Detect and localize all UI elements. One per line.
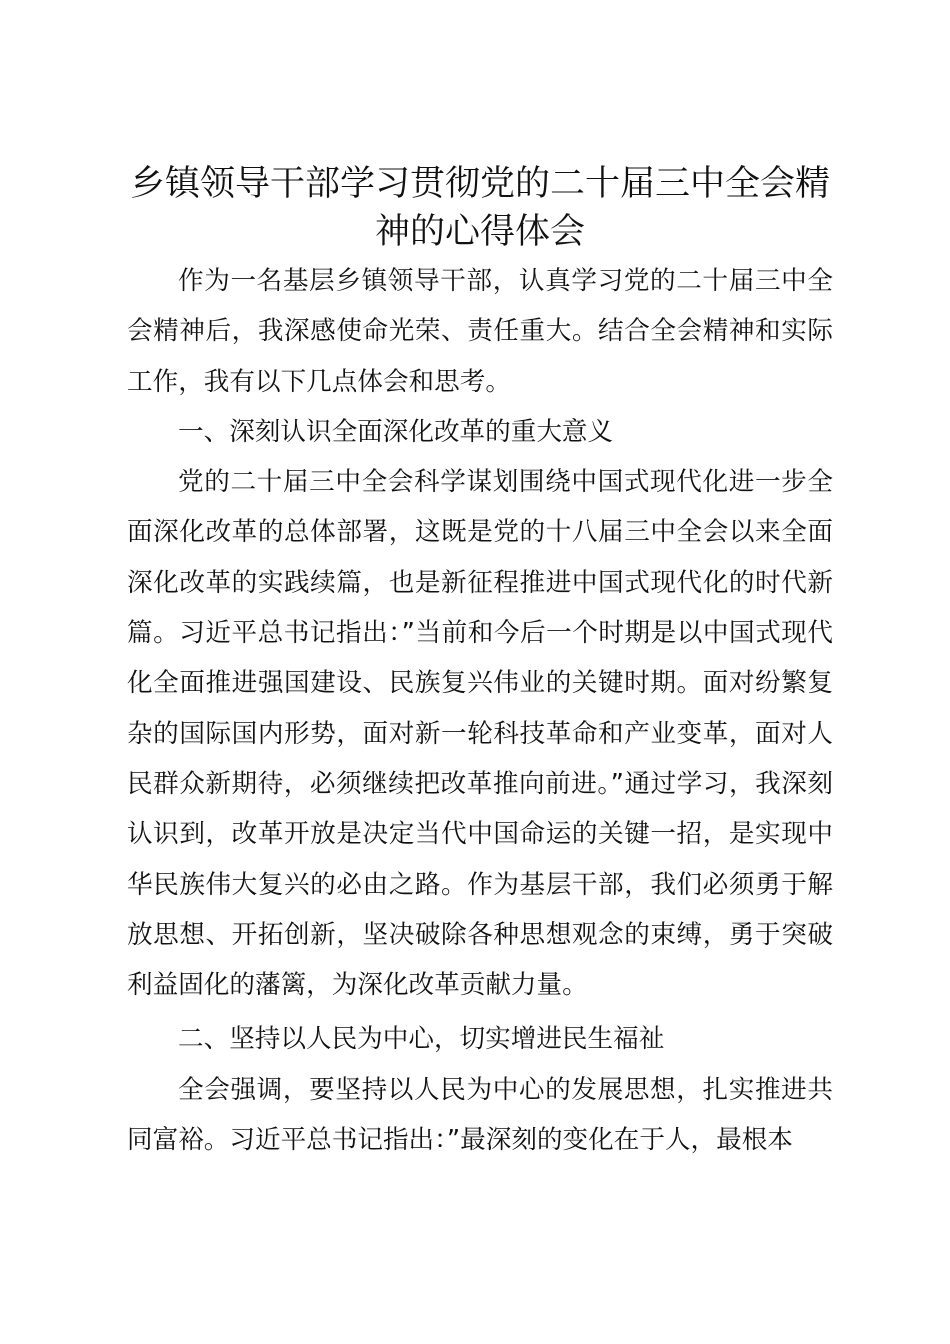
section-1-heading: 一、深刻认识全面深化改革的重大意义: [178, 416, 614, 447]
section-2-heading: 二、坚持以人民为中心，切实增进民生福祉: [178, 1024, 665, 1055]
document-title: 乡镇领导干部学习贯彻党的二十届三中全会精神的心得体会: [129, 164, 830, 252]
section-2-paragraph: 全会强调，要坚持以人民为中心的发展思想，扎实推进共同富裕。习近平总书记指出：”最深刻的变化在于人，最根本: [127, 1074, 833, 1156]
section-1-paragraph: 党的二十届三中全会科学谋划围绕中国式现代化进一步全面深化改革的总体部署，这既是党的十八届三中全会以来全面深化改革的实践续篇，也是新征程推进中国式现代化的时代新篇。习近平总书记指出：”当前和今后一个时期是以中国式现代化全面推进强国建设、民族复兴伟业的关键时期。面对纷繁复杂的国际国内形势，面对新一轮科技革命和产业变革，面对人民群众新期待，必须继续把改革推向前进。”通过学习，我深刻认识到，改革开放是决定当代中国命运的关键一招，是实现中华民族伟大复兴的必由之路。作为基层干部，我们必须勇于解放思想、开拓创新，坚决破除各种思想观念的束缚，勇于突破利益固化的藩篱，为深化改革贡献力量。: [127, 467, 833, 1001]
document-page: [127, 160, 833, 1165]
intro-paragraph: 作为一名基层乡镇领导干部，认真学习党的二十届三中全会精神后，我深感使命光荣、责任重大。结合全会精神和实际工作，我有以下几点体会和思考。: [127, 266, 833, 397]
